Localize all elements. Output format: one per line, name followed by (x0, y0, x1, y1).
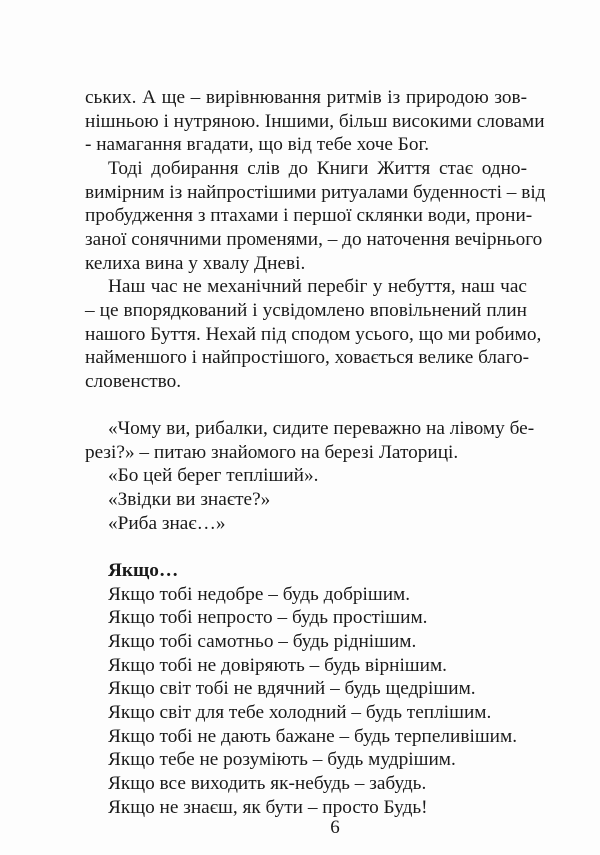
text-line: - намагання вгадати, що від тебе хоче Бог. (85, 134, 430, 156)
paragraph-2 (85, 157, 546, 275)
dialogue-line: «Звідки ви знаєте?» (108, 489, 271, 511)
poem-line: Якщо тебе не розуміють – будь мудрішим. (108, 749, 456, 771)
dialogue (85, 417, 535, 535)
dialogue-line: «Чому ви, рибалки, сидите переважно на лівому бе- (108, 418, 535, 440)
paragraph-1 (85, 86, 545, 157)
dialogue-line: резі?» – питаю знайомого на березі Латориці. (85, 441, 459, 463)
text-line: словенство. (85, 370, 182, 392)
poem-line: Якщо тобі самотньо – будь ріднішим. (108, 631, 417, 653)
poem-line: Якщо тобі не довіряють – будь вірнішим. (108, 654, 447, 676)
poem-line: Якщо тобі непросто – будь простішим. (108, 607, 428, 629)
poem-line: Якщо все виходить як-небудь – забудь. (108, 773, 427, 794)
text-line: келиха вина у хвалу Дневі. (85, 252, 306, 274)
text-line: Тоді добирання слів до Книги Життя стає одно- (108, 157, 527, 179)
poem (85, 559, 527, 819)
poem-line: Якщо світ тобі не вдячний – будь щедрішим. (108, 678, 476, 700)
text-line: нішньою і нутряною. Іншими, більш високими словами (85, 110, 545, 132)
paragraph-3 (85, 275, 542, 393)
text-line: заної сонячними променями, – до наточення вечірнього (85, 228, 543, 250)
text-line: найменшого і найпростішого, ховається велике благо- (85, 347, 530, 369)
page-number: 6 (330, 817, 340, 838)
text-line: нашого Буття. Нехай під сподом усього, що ми робимо, (85, 323, 542, 345)
poem-line: Якщо тобі недобре – будь добрішим. (108, 583, 411, 605)
text-line: ських. А ще – вирівнювання ритмів із природою зов- (85, 87, 527, 108)
text-line: Наш час не механічний перебіг у небуття, наш час (108, 276, 527, 298)
poem-line: Якщо тобі не дають бажане – будь терпеливішим. (108, 725, 518, 747)
poem-line: Якщо світ для тебе холодний – будь теплішим. (108, 702, 492, 724)
dialogue-line: «Бо цей берег тепліший». (108, 465, 319, 487)
page-body (85, 86, 546, 819)
poem-title: Якщо… (108, 560, 179, 582)
poem-line: Якщо не знаєш, як бути – просто Будь! (108, 796, 428, 818)
text-line: – це впорядкований і усвідомлено вповільнений плин (85, 299, 527, 321)
dialogue-line: «Риба знає…» (108, 512, 226, 534)
text-line: пробудження з птахами і першої склянки води, прони- (85, 205, 533, 227)
text-line: вимірним із найпростішими ритуалами буденності – від (85, 181, 546, 203)
